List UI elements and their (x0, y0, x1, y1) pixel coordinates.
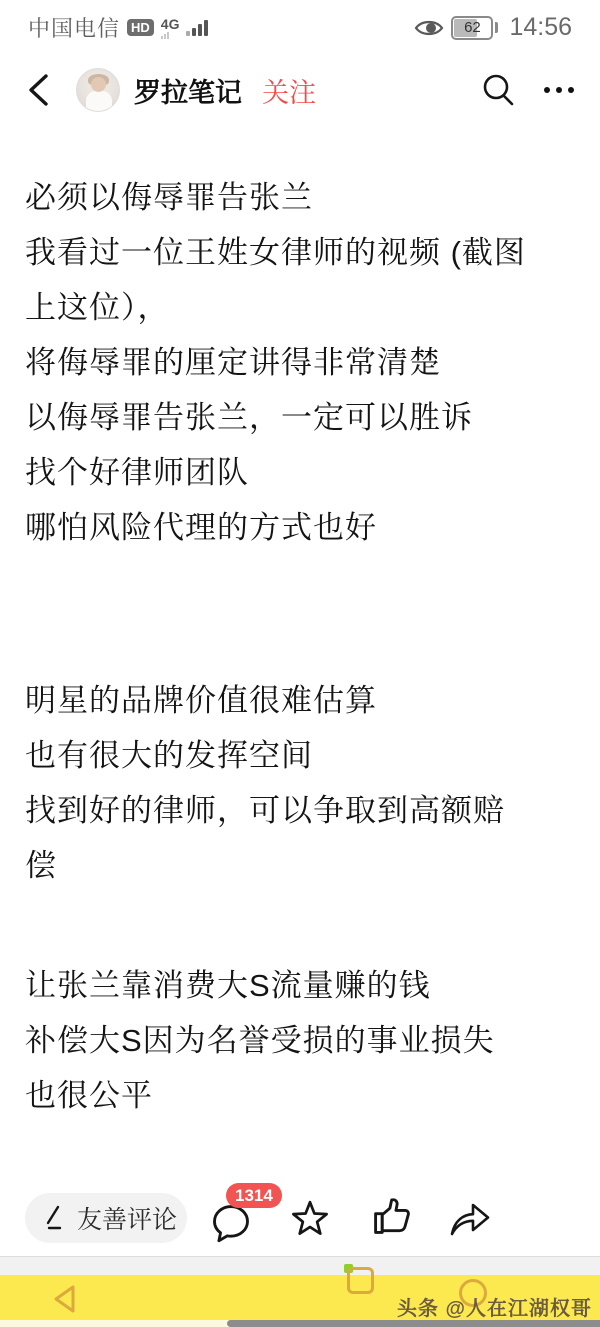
star-icon (289, 1198, 331, 1240)
follow-button[interactable]: 关注 (262, 77, 316, 108)
battery-nub (495, 22, 498, 33)
search-button[interactable] (478, 70, 518, 110)
text-line: 也有很大的发挥空间 (25, 738, 313, 773)
comment-placeholder: 友善评论 (77, 1206, 178, 1234)
more-button[interactable] (544, 70, 574, 110)
text-line: 让张兰靠消费大S流量赚的钱 (25, 968, 431, 1003)
text-line: 哪怕风险代理的方式也好 (25, 510, 377, 545)
status-left (28, 12, 208, 43)
ellipsis-icon (544, 87, 550, 93)
nav-recents-square-icon (347, 1267, 374, 1294)
chevron-left-icon (26, 70, 52, 110)
text-line: 我看过一位王姓女律师的视频 (截图 (25, 235, 526, 270)
comment-count-badge: 1314 (226, 1183, 282, 1208)
text-line: 明星的品牌价值很难估算 (25, 683, 377, 718)
paragraph (25, 958, 577, 1123)
share-button[interactable] (448, 1198, 494, 1238)
battery-icon (451, 16, 493, 40)
hd-badge-icon: HD (127, 19, 154, 36)
status-right (414, 13, 572, 42)
like-button[interactable] (369, 1195, 413, 1239)
search-icon (481, 73, 515, 107)
network-4g-label: 4G (160, 15, 180, 32)
watermark-text: 头条 @人在江湖权哥 (396, 1298, 592, 1320)
nav-header (0, 55, 600, 125)
network-type (161, 17, 180, 39)
favorite-button[interactable] (289, 1198, 331, 1240)
eye-icon (414, 17, 444, 39)
signal-bars-icon (186, 20, 208, 36)
text-line: 偿 (25, 848, 57, 883)
bottom-edge (0, 1320, 600, 1327)
secondary-signal-icon (161, 32, 169, 39)
back-button[interactable] (26, 70, 60, 110)
status-bar (0, 0, 600, 55)
carrier-label: 中国电信 (28, 16, 121, 41)
text-line: 上这位）， (25, 290, 170, 325)
text-line: 必须以侮辱罪告张兰 (25, 180, 313, 215)
text-line: 将侮辱罪的厘定讲得非常清楚 (25, 345, 441, 380)
text-line: 找到好的律师，可以争取到高额赔 (25, 793, 505, 828)
clock-label: 14:56 (509, 13, 572, 41)
pencil-icon (43, 1205, 67, 1231)
footer-divider (0, 1256, 600, 1275)
nav-back-triangle-icon (50, 1283, 80, 1315)
text-line: 补偿大S因为名誉受损的事业损失 (25, 1023, 495, 1058)
thumbs-up-icon (369, 1195, 413, 1239)
battery-percent: 62 (464, 19, 481, 36)
username-label[interactable]: 罗拉笔记 (134, 77, 242, 108)
text-line: 也很公平 (25, 1078, 153, 1113)
text-line: 以侮辱罪告张兰，一定可以胜诉 (25, 400, 473, 435)
paragraph (25, 673, 577, 893)
action-bar (0, 1183, 600, 1255)
comment-input[interactable] (25, 1193, 187, 1243)
avatar[interactable] (76, 68, 120, 112)
gesture-bar (227, 1320, 600, 1327)
share-arrow-icon (448, 1198, 494, 1238)
text-line: 找个好律师团队 (25, 455, 249, 490)
post-body (25, 170, 577, 1123)
paragraph (25, 170, 577, 555)
